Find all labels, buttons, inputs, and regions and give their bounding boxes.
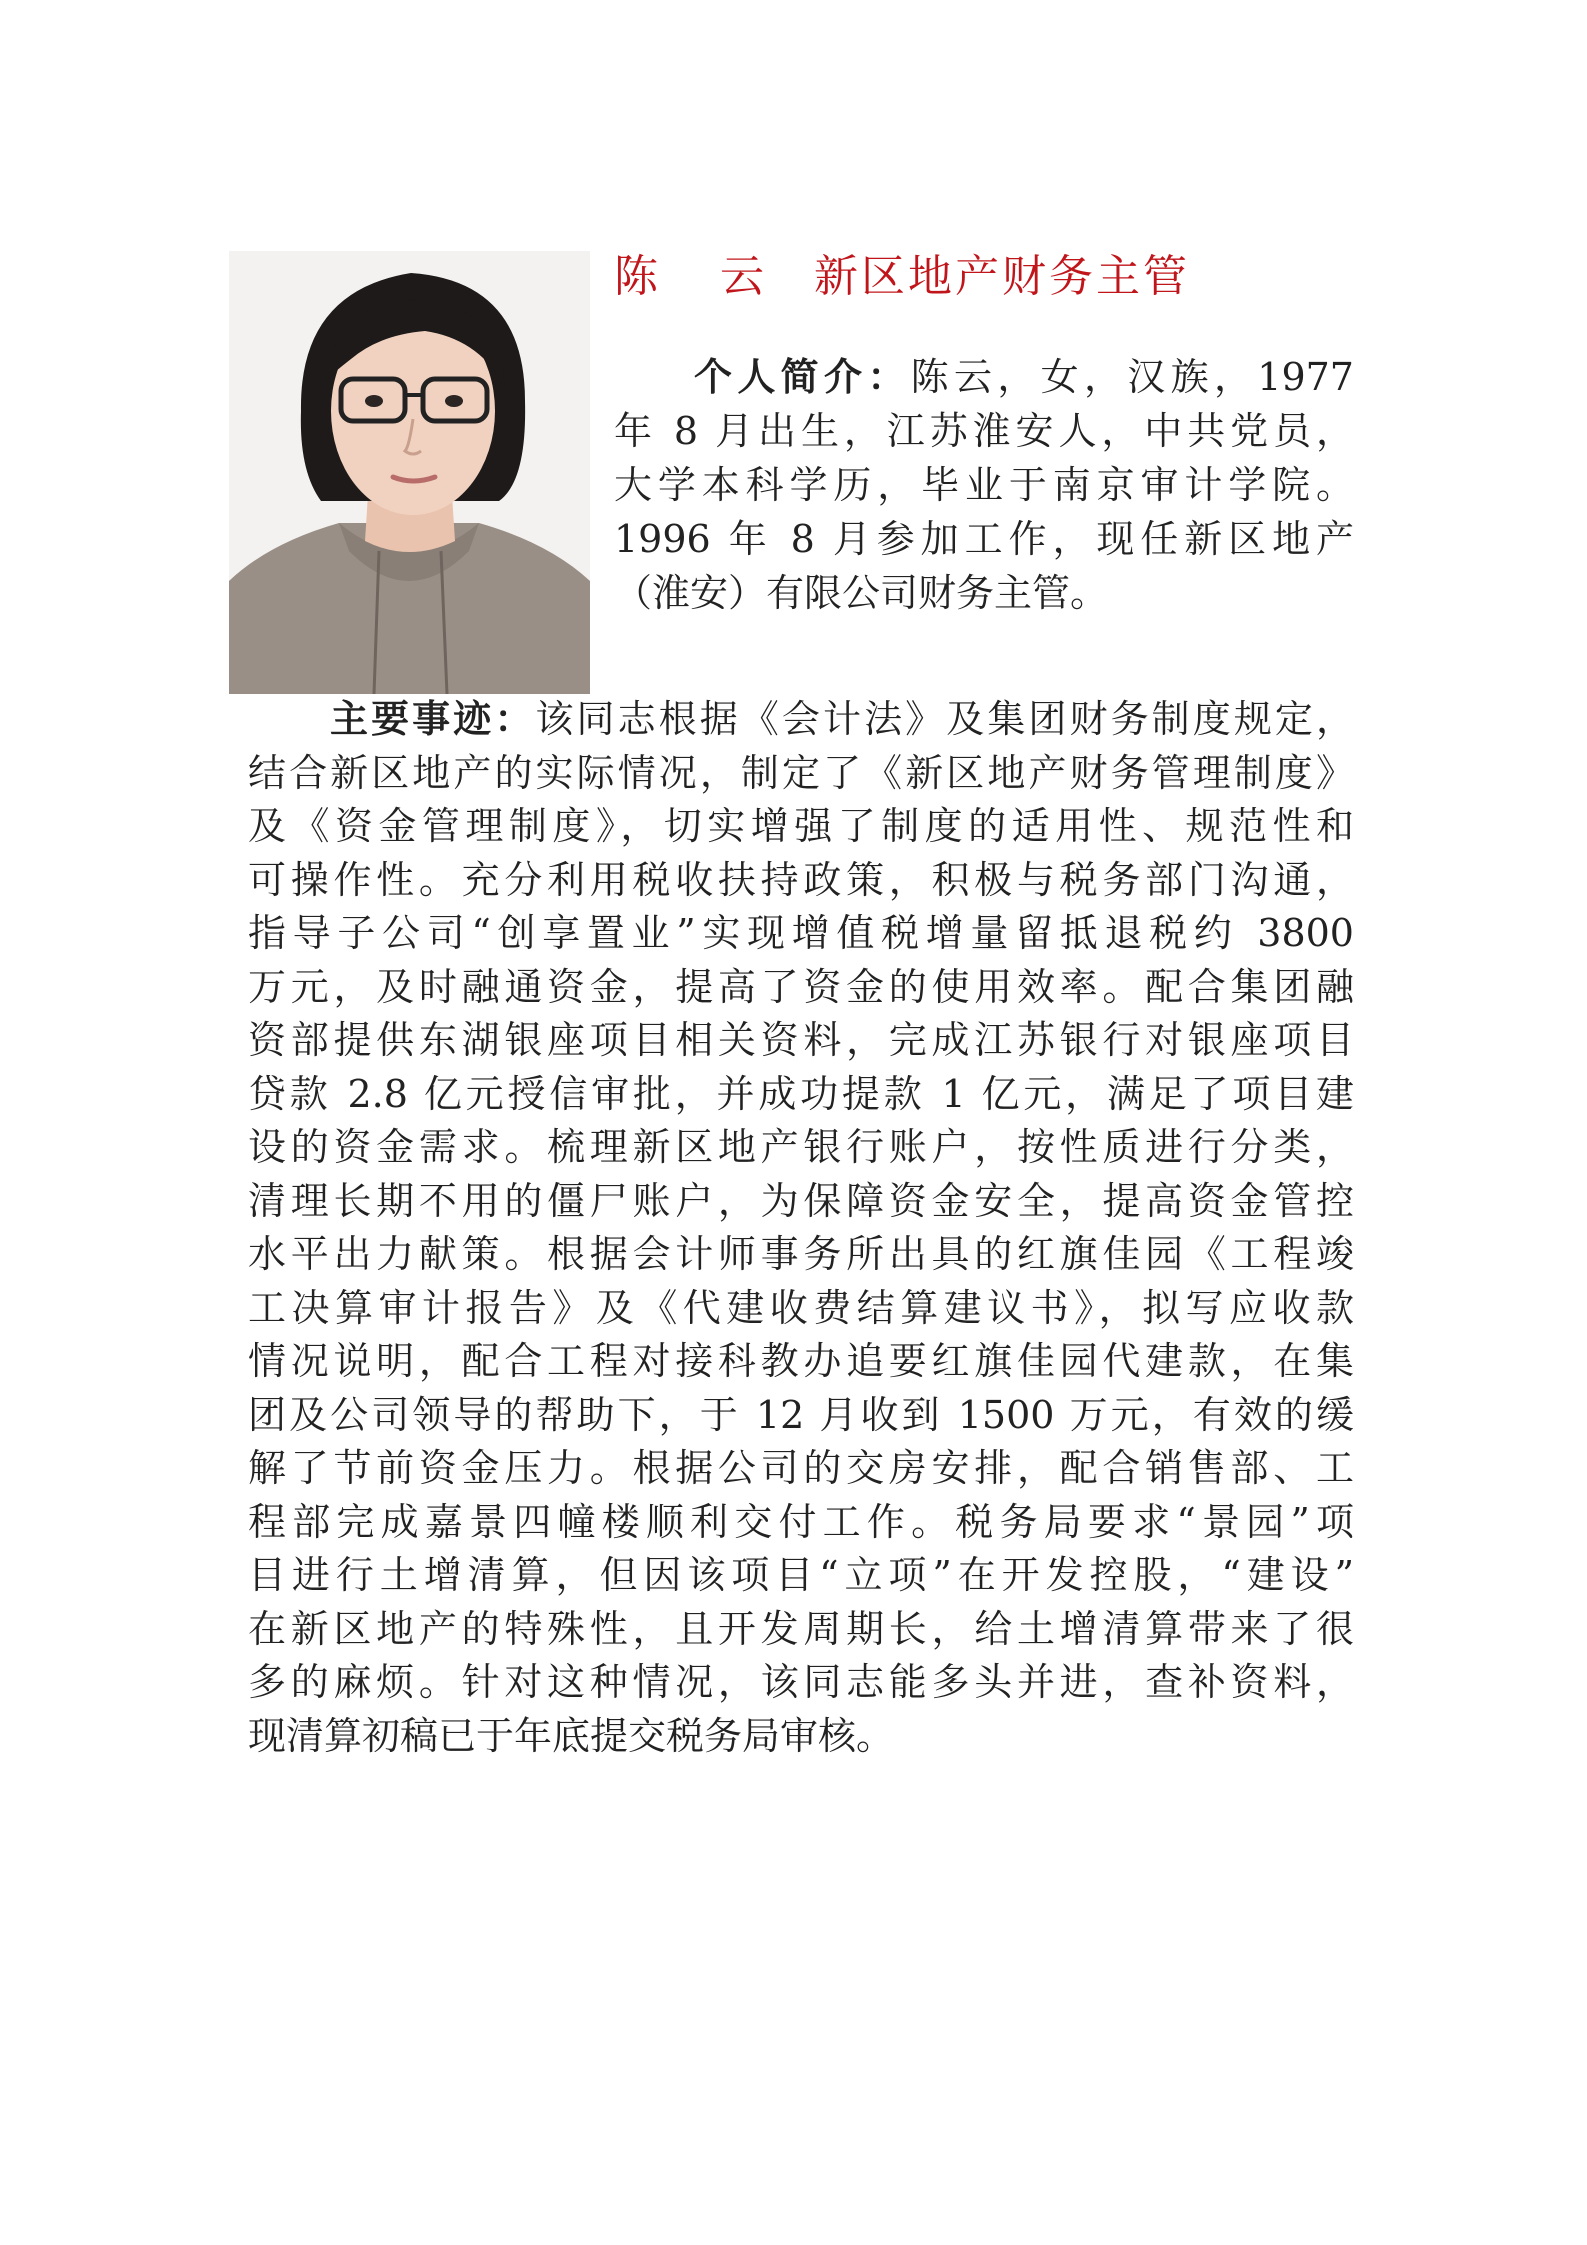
deeds-line: 多的麻烦。针对这种情况，该同志能多头并进，查补资料， (248, 1660, 1354, 1704)
deeds-line: 目进行土增清算，但因该项目“立项”在开发控股，“建设” (248, 1553, 1354, 1597)
personal-intro (614, 350, 1354, 620)
main-deeds (248, 692, 1354, 1763)
deeds-line: 设的资金需求。梳理新区地产银行账户，按性质进行分类， (248, 1125, 1354, 1169)
intro-line: 大学本科学历，毕业于南京审计学院。 (614, 463, 1354, 507)
deeds-line: 程部完成嘉景四幢楼顺利交付工作。税务局要求“景园”项 (248, 1499, 1354, 1544)
deeds-line: 水平出力献策。根据会计师事务所出具的红旗佳园《工程竣 (248, 1232, 1354, 1276)
deeds-line: 解了节前资金压力。根据公司的交房安排，配合销售部、工 (248, 1446, 1354, 1490)
deeds-line: 指导子公司“创享置业”实现增值税增量留抵退税约 3800 (248, 911, 1354, 955)
deeds-line (248, 692, 1354, 747)
deeds-line: 资部提供东湖银座项目相关资料，完成江苏银行对银座项目 (248, 1018, 1354, 1062)
deeds-line: 团及公司领导的帮助下，于 12 月收到 1500 万元，有效的缓 (248, 1392, 1354, 1437)
deeds-label: 主要事迹： (330, 696, 536, 741)
person-name: 陈 云 (614, 251, 788, 302)
portrait-photo (229, 251, 590, 694)
intro-text: 陈云，女，汉族，1977 (910, 355, 1354, 399)
page-title (614, 244, 1434, 310)
intro-line: （淮安）有限公司财务主管。 (614, 571, 1109, 615)
deeds-line: 清理长期不用的僵尸账户，为保障资金安全，提高资金管控 (248, 1178, 1354, 1223)
deeds-line: 在新区地产的特殊性，且开发周期长，给土增清算带来了很 (248, 1606, 1354, 1651)
intro-line: 年 8 月出生，江苏淮安人，中共党员， (614, 409, 1354, 453)
deeds-line: 情况说明，配合工程对接科教办追要红旗佳园代建款，在集 (248, 1339, 1354, 1383)
deeds-line: 贷款 2.8 亿元授信审批，并成功提款 1 亿元，满足了项目建 (248, 1071, 1354, 1116)
deeds-line: 及《资金管理制度》，切实增强了制度的适用性、规范性和 (248, 804, 1354, 848)
intro-line: 1996 年 8 月参加工作，现任新区地产 (614, 517, 1354, 561)
deeds-line: 结合新区地产的实际情况，制定了《新区地产财务管理制度》 (248, 750, 1354, 795)
deeds-text: 该同志根据《会计法》及集团财务制度规定， (535, 697, 1354, 741)
deeds-line: 万元，及时融通资金，提高了资金的使用效率。配合集团融 (248, 964, 1354, 1009)
person-role: 新区地产财务主管 (814, 251, 1190, 302)
deeds-line: 现清算初稿已于年底提交税务局审核。 (248, 1713, 895, 1758)
intro-label: 个人简介： (694, 354, 911, 399)
deeds-line: 工决算审计报告》及《代建收费结算建议书》，拟写应收款 (248, 1285, 1354, 1330)
intro-line (614, 350, 1354, 404)
deeds-line: 可操作性。充分利用税收扶持政策，积极与税务部门沟通， (248, 857, 1354, 902)
